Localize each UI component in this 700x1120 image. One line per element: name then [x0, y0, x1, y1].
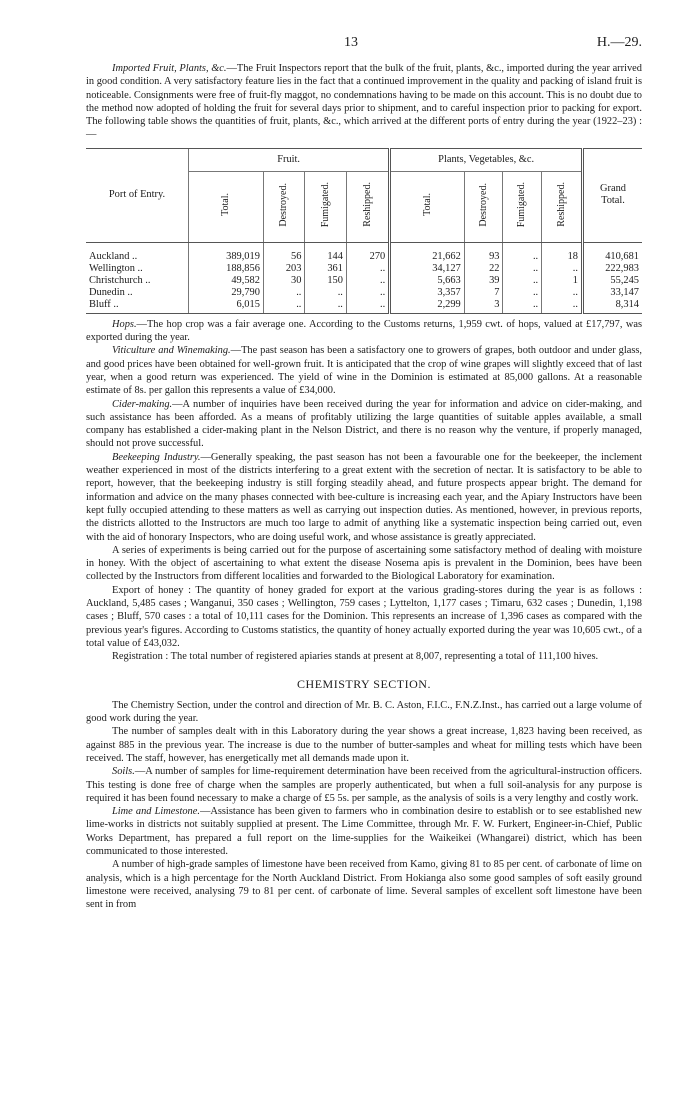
- plants-total-cell: 2,299: [390, 299, 465, 314]
- plants-fumigated-cell: ..: [503, 299, 542, 314]
- port-name: Wellington: [89, 262, 135, 274]
- grand-total-cell: 55,245: [583, 275, 643, 287]
- fruit-total-cell: 188,856: [189, 263, 264, 275]
- plants-reshipped-cell: ..: [542, 299, 583, 314]
- plants-fumigated-cell: ..: [503, 287, 542, 299]
- ports-of-entry-table: [86, 148, 642, 314]
- paragraph-experiments: [86, 544, 642, 584]
- plants-destroyed-cell: 7: [464, 287, 503, 299]
- plants-fumigated-cell: ..: [503, 242, 542, 263]
- fruit-total-cell: 389,019: [189, 242, 264, 263]
- grand-total-header: Grand Total.: [583, 148, 643, 242]
- port-of-entry-header: Port of Entry.: [86, 148, 189, 242]
- fruit-reshipped-cell: ..: [346, 287, 389, 299]
- fruit-total-cell: 49,582: [189, 275, 264, 287]
- paragraph-text: —Assistance has been given to farmers who in combination desire to establish or to see established new lime-works in districts not suitably supplied at present. The Lime Committee, through Mr. F. W. Furkert, Engineer-in-Chief, Public Works Department, has prepared a full report on the lime-supplies for the Waikeikei (Whangarei) district, which has been communicated to those interested.: [86, 806, 642, 858]
- fruit-fumigated-cell: 361: [305, 263, 347, 275]
- port-name: Dunedin: [89, 286, 125, 298]
- fruit-group-header: Fruit.: [189, 148, 390, 171]
- plants-total-cell: 34,127: [390, 263, 465, 275]
- plants-reshipped-cell: ..: [542, 263, 583, 275]
- grand-total-cell: 410,681: [583, 242, 643, 263]
- paragraph-chemistry-intro: [86, 699, 642, 726]
- plants-destroyed-cell: 22: [464, 263, 503, 275]
- plants-destroyed-header: Destroyed.: [464, 171, 503, 242]
- document-reference: H.—29.: [596, 35, 642, 50]
- paragraph-text: —The hop crop was a fair average one. According to the Customs returns, 1,959 cwt. of hops, valued at £17,797, was exported during the year.: [86, 318, 642, 344]
- plants-reshipped-cell: 18: [542, 242, 583, 263]
- fruit-total-header: Total.: [189, 171, 264, 242]
- fruit-destroyed-cell: 30: [263, 275, 305, 287]
- fruit-destroyed-cell: 56: [263, 242, 305, 263]
- paragraph-text: The Chemistry Section, under the control and direction of Mr. B. C. Aston, F.I.C., F.N.Z.Inst., has carried out a large volume of good work during the year.: [86, 699, 642, 725]
- port-name: Auckland: [89, 250, 130, 262]
- section-title: CHEMISTRY SECTION.: [297, 676, 431, 691]
- plants-reshipped-cell: 1: [542, 275, 583, 287]
- paragraph-text: The number of samples dealt with in this Laboratory during the year shows a great increase, 1,823 having been received, as against 885 in the previous year. The increase is due to the number of butter-samples and wheat for milling tests which have been received. The staff, however, has energetically met all demands made upon it.: [86, 726, 642, 764]
- fruit-reshipped-cell: ..: [346, 263, 389, 275]
- paragraph-lead: Soils.: [112, 766, 135, 778]
- paragraph-honey-export: [86, 584, 642, 650]
- fruit-reshipped-cell: ..: [346, 275, 389, 287]
- paragraph-soils: [86, 765, 642, 805]
- paragraph-lead: Beekeeping Industry.: [112, 451, 201, 463]
- paragraph-text: A series of experiments is being carried out for the purpose of ascertaining some satisfactory method of dealing with moisture in honey. With the object of ascertaining to what extent the disease Nosema apis is prevalent in the Dominion, bees have been collected by the Instructors from different localities and forwarded to the Biological Laboratory for examination.: [86, 544, 642, 583]
- plants-reshipped-header: Reshipped.: [542, 171, 583, 242]
- plants-total-header: Total.: [390, 171, 465, 242]
- paragraph-limestone-samples: [86, 858, 642, 911]
- plants-fumigated-header: Fumigated.: [503, 171, 542, 242]
- plants-destroyed-cell: 3: [464, 299, 503, 314]
- table-row: Bluff .. 6,015 .. .. .. 2,299 3 .. .. 8,314: [86, 299, 642, 314]
- paragraph-text: A number of high-grade samples of limestone have been received from Kamo, giving 81 to 85 per cent. of carbonate of lime on analysis, which is a high percentage for the North Auckland District. From Hokianga also some good samples of soft easily ground limestone were received, analysing 79 to 81 per cent. of carbonate of lime. Several samples of excellent soft limestone have been sent in from: [86, 859, 642, 911]
- table-row: Christchurch .. 49,582 30 150 .. 5,663 39 .. 1 55,245: [86, 275, 642, 287]
- grand-total-cell: 222,983: [583, 263, 643, 275]
- fruit-destroyed-header: Destroyed.: [263, 171, 305, 242]
- paragraph-lime: [86, 805, 642, 858]
- port-name: Christchurch: [89, 274, 143, 286]
- plants-total-cell: 21,662: [390, 242, 465, 263]
- plants-fumigated-cell: ..: [503, 263, 542, 275]
- fruit-destroyed-cell: ..: [263, 299, 305, 314]
- paragraph-text: —A number of samples for lime-requirement determination have been received from the agricultural-instruction officers. This testing is done free of charge when the samples are properly authenticated, but when a full soil-analysis for any purpose is required it has been found necessary to make a charge of £5 5s. per sample, as the analysis of soils is a very lengthy and costly work.: [86, 766, 642, 804]
- paragraph-lead: Viticulture and Winemaking.: [112, 345, 231, 357]
- paragraph-cider-making: [86, 398, 642, 451]
- paragraph-hops: [86, 318, 642, 345]
- paragraph-samples: [86, 725, 642, 765]
- plants-group-header: Plants, Vegetables, &c.: [390, 148, 583, 171]
- paragraph-text: —A number of inquiries have been received during the year for information and advice on cider-making, and such assistance has been afforded. As a means of profitably utilizing the large quantities of suitable apples available, a small company has established a cider-making plant in the Nelson District, and there is no reason why the venture, if properly managed, should not prove successful.: [86, 398, 642, 450]
- fruit-reshipped-cell: 270: [346, 242, 389, 263]
- fruit-fumigated-cell: ..: [305, 299, 347, 314]
- page-number: 13: [344, 35, 358, 50]
- paragraph-text: —Generally speaking, the past season has not been a favourable one for the beekeeper, the inclement weather experienced in most of the districts interfering to a great extent with the secretion of nectar. It is satisfactory to be able to report, however, that the beekeeping industry is still forging steadily ahead, and future prospects appear bright. The demand for information and advice on the many phases connected with bee-culture is increasing each year, and the Apiary Instructors have been kept fully occupied attending to these matters as well as carrying out inspection duties. As mentioned, however, in previous reports, the districts allotted to the Instructors are much too large to admit of anything like a systematic inspection being carried out, even with the aid of honorary Inspectors, who are doing useful work, and whose assistance is greatly appreciated.: [86, 451, 642, 543]
- plants-destroyed-cell: 39: [464, 275, 503, 287]
- plants-fumigated-cell: ..: [503, 275, 542, 287]
- fruit-destroyed-cell: 203: [263, 263, 305, 275]
- paragraph-lead: Cider-making.: [112, 398, 173, 410]
- fruit-fumigated-cell: 144: [305, 242, 347, 263]
- paragraph-imported-fruit: [86, 62, 642, 142]
- plants-total-cell: 5,663: [390, 275, 465, 287]
- fruit-fumigated-cell: 150: [305, 275, 347, 287]
- paragraph-lead: Imported Fruit, Plants, &c.: [112, 63, 227, 74]
- fruit-reshipped-cell: ..: [346, 299, 389, 314]
- paragraph-registration: [86, 650, 642, 663]
- paragraph-lead: Lime and Limestone.: [112, 806, 200, 818]
- paragraph-lead: Hops.: [112, 318, 137, 330]
- paragraph-text: Registration : The total number of registered apiaries stands at present at 8,007, representing a total of 111,100 hives.: [112, 651, 599, 663]
- fruit-reshipped-header: Reshipped.: [346, 171, 389, 242]
- paragraph-viticulture: [86, 344, 642, 397]
- table-row: Wellington .. 188,856 203 361 .. 34,127 22 .. .. 222,983: [86, 263, 642, 275]
- paragraph-text: Export of honey : The quantity of honey graded for export at the various grading-stores during the year is as follows : Auckland, 5,485 cases ; Wanganui, 350 cases ; Wellington, 759 cases ; Lyttelton, 1,177 cases ; Timaru, 632 cases ; Dunedin, 1,198 cases ; Bluff, 570 cases : a total of 10,111 cases for the Dominion. This represents an increase of 1,396 cases as compared with the previous year's figures. According to Customs statistics, the quantity of honey actually exported during the year was 10,605 cwt., of a total value of £43,032.: [86, 584, 642, 649]
- paragraph-text: —The Fruit Inspectors report that the bulk of the fruit, plants, &c., imported during the year arrived in good condition. A very satisfactory feature lies in the fact that a continued improvement in the quality and packing of island fruit is noticeable. Consignments were free of fruit-fly maggot, no condemnations having to be made on this account. This is no doubt due to the method now adopted of holding the fruit for several days prior to shipment, and to careful inspection prior to packing for export. The following table shows the quantities of fruit, plants, &c., which arrived at the different ports of entry during the year (1922–23) :—: [86, 63, 642, 141]
- paragraph-beekeeping: [86, 451, 642, 544]
- table-row: Auckland .. 389,019 56 144 270 21,662 93 .. 18 410,681: [86, 242, 642, 263]
- plants-total-cell: 3,357: [390, 287, 465, 299]
- grand-total-cell: 33,147: [583, 287, 643, 299]
- grand-total-cell: 8,314: [583, 299, 643, 314]
- fruit-total-cell: 6,015: [189, 299, 264, 314]
- fruit-total-cell: 29,790: [189, 287, 264, 299]
- paragraph-text: —The past season has been a satisfactory one to growers of grapes, both outdoor and under glass, and good prices have been obtained for well-grown fruit. It is anticipated that the crop of wine grapes will slightly exceed that of last year, when a good return was experienced. The yield of wine in the Dominion is estimated at 85,000 gallons. At a reasonable estimate of 8s. per gallon this represents a value of £34,000.: [86, 345, 643, 397]
- fruit-fumigated-cell: ..: [305, 287, 347, 299]
- plants-reshipped-cell: ..: [542, 287, 583, 299]
- fruit-destroyed-cell: ..: [263, 287, 305, 299]
- port-name: Bluff: [89, 298, 111, 310]
- plants-destroyed-cell: 93: [464, 242, 503, 263]
- fruit-fumigated-header: Fumigated.: [305, 171, 347, 242]
- page-header: [86, 36, 642, 62]
- table-row: Dunedin .. 29,790 .. .. .. 3,357 7 .. .. 33,147: [86, 287, 642, 299]
